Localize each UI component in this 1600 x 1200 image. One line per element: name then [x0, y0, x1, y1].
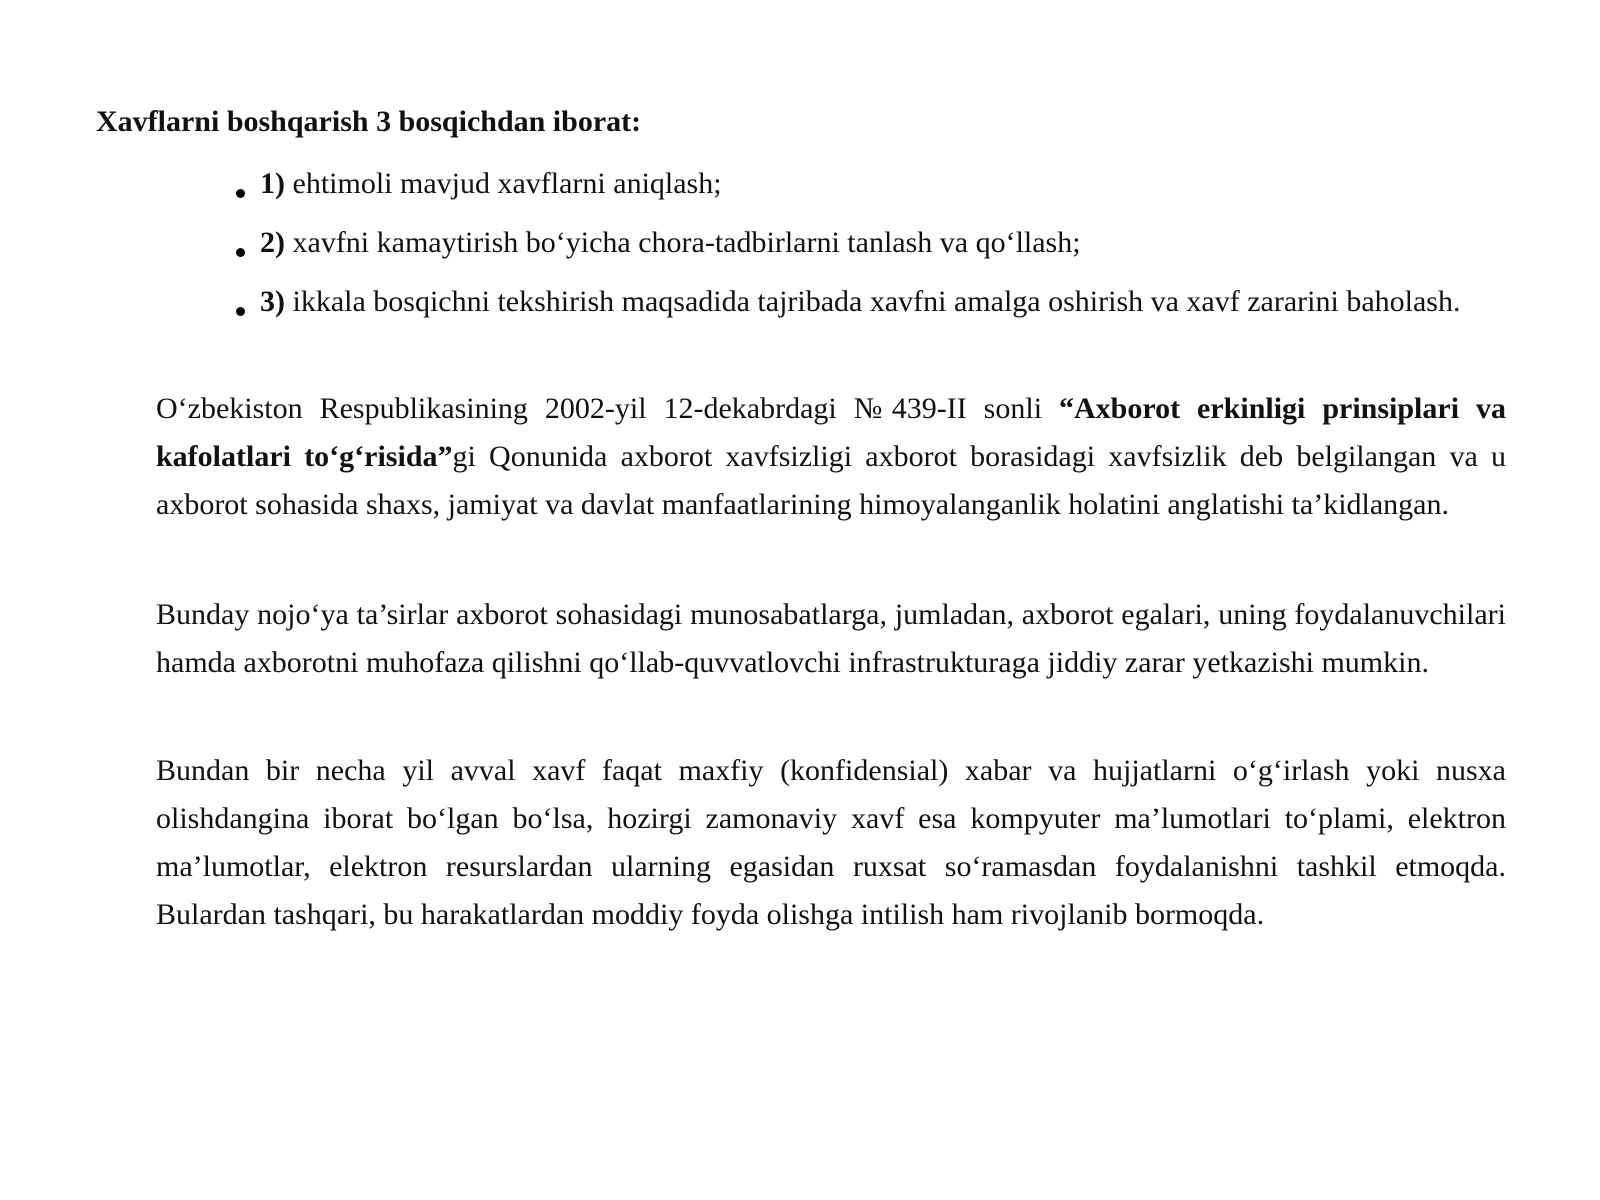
- modern-threat-paragraph: Bundan bir necha yil avval xavf faqat maxfiy (konfidensial) xabar va hujjatlarni o‘g‘irlash yoki nusxa olishdangina iborat bo‘lgan bo‘lsa, hozirgi zamonaviy xavf esa kompyuter ma’lumotlari to‘plami, elektron ma’lumotlar, elektron resurslardan ularning egasidan ruxsat so‘ramasdan foydalanishni tashkil etmoqda. Bulardan tashqari, bu harakatlardan moddiy foyda olishga intilish ham rivojlanib bormoqda.: [156, 754, 1506, 931]
- step-number: 2): [260, 226, 285, 259]
- list-item: [156, 219, 1506, 267]
- bullet-icon: [236, 189, 245, 198]
- law-paragraph-body: gi Qonunida axborot xavfsizligi axborot borasidagi xavfsizlik deb belgilangan va u axborot sohasida shaxs, jamiyat va davlat manfaatlarining himoyalanganlik holatini anglatishi ta’kidlangan.: [156, 440, 1506, 521]
- law-paragraph-intro: O‘zbekiston Respublikasining 2002-yil 12-dekabrdagi №439-II sonli: [156, 392, 1059, 425]
- step-text: ikkala bosqichni tekshirish maqsadida tajribada xavfni amalga oshirish va xavf zararini baholash.: [285, 285, 1461, 318]
- step-number: 3): [260, 285, 285, 318]
- step-text: xavfni kamaytirish bo‘yicha chora-tadbirlarni tanlash va qo‘llash;: [285, 226, 1081, 259]
- section-heading: Xavflarni boshqarish 3 bosqichdan iborat:: [96, 105, 642, 138]
- step-number: 1): [260, 167, 285, 200]
- step-text: ehtimoli mavjud xavflarni aniqlash;: [285, 167, 722, 200]
- list-item: [156, 278, 1506, 326]
- bullet-icon: [236, 248, 245, 257]
- impact-paragraph: Bunday nojo‘ya ta’sirlar axborot sohasidagi munosabatlarga, jumladan, axborot egalari, uning foydalanuvchilari hamda axborotni muhofaza qilishni qo‘llab-quvvatlovchi infrastrukturaga jiddiy zarar yetkazishi mumkin.: [156, 598, 1506, 679]
- law-paragraph: [156, 385, 1506, 529]
- bullet-icon: [236, 307, 245, 316]
- steps-list: [156, 160, 1506, 337]
- law-title: “Axborot erkinligi prinsiplari va kafolatlari to‘g‘risida”: [156, 392, 1506, 473]
- list-item: [156, 160, 1506, 208]
